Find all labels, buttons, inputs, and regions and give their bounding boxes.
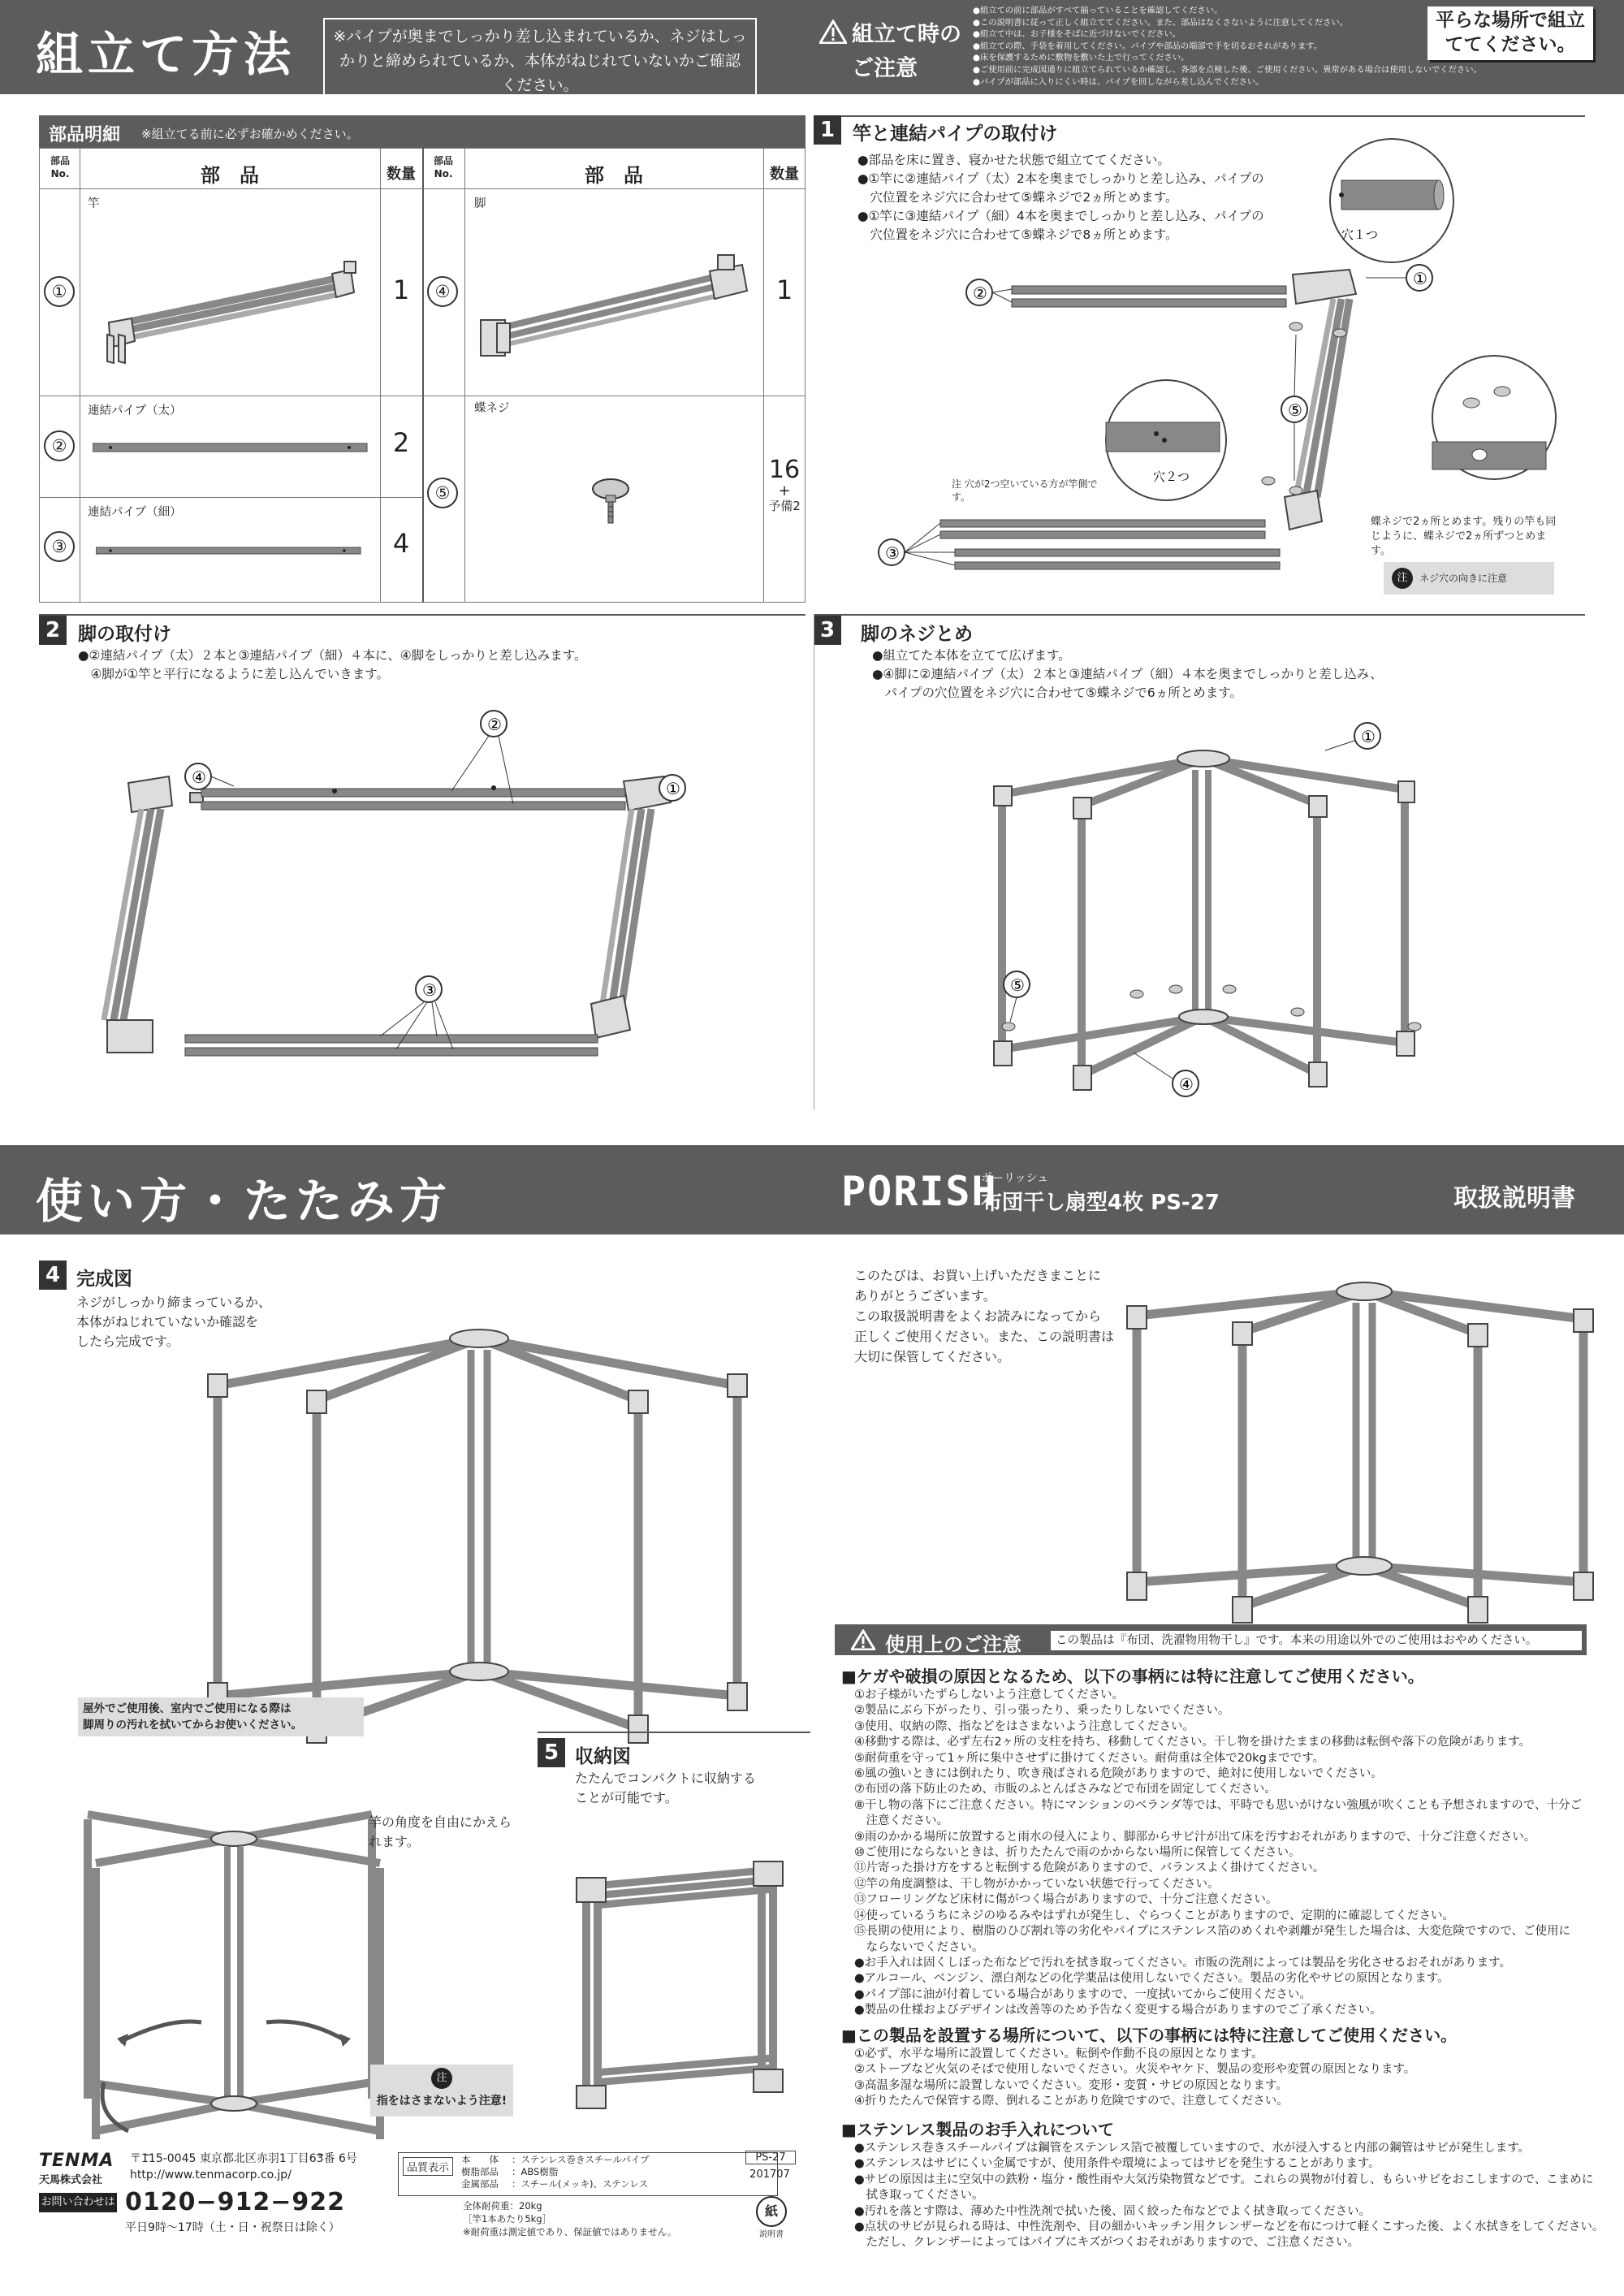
company-address: 〒115-0045 東京都北区赤羽1丁目63番 6号 — [130, 2152, 357, 2165]
part-qty-4: 1 — [775, 275, 793, 305]
step5 — [538, 1732, 812, 2138]
product-main-illustration — [1121, 1267, 1608, 1624]
part-qty-3: 4 — [392, 528, 410, 559]
label-1: ① — [1361, 727, 1376, 746]
warning-icon — [851, 1629, 875, 1650]
part-no-3: ③ — [44, 531, 75, 562]
caution-item: ●組立ての際、手袋を着用してください。パイプや部品の端部で手を切るおそれがあります。 — [973, 41, 1323, 51]
step2-line: ●②連結パイプ（太）２本と③連結パイプ（細）４本に、④脚をしっかりと差し込みます。 — [78, 648, 587, 663]
usage-list-1 — [854, 1688, 1585, 2019]
usage-item: ⑨雨のかかる場所に放置すると雨水の侵入により、脚部からサビ汁が出て床を汚すおそれがありますので、十分ご注意ください。 — [854, 1830, 1536, 1844]
outdoor-note-line: 脚周りの汚れを拭いてからお使いください。 — [83, 1719, 302, 1732]
flat-place-note: 平らな場所で組立ててください。 — [1427, 6, 1593, 60]
hole-one-label: 穴１つ — [1341, 227, 1379, 242]
usage-item: ⑫竿の角度調整は、干し物がかかっていない状態で行ってください。 — [854, 1877, 1220, 1891]
usage-item: ①お子様がいたずらしないよう注意してください。 — [854, 1688, 1124, 1701]
usage-item: ●点状のサビが見られる時は、中性洗剤や、目の細かいキッチン用クレンザーなどを布につけて軽くこすった後、よく水拭きをしてください。 — [854, 2220, 1605, 2234]
bottom-banner — [0, 1145, 1624, 1234]
step3-number: 3 — [814, 616, 841, 645]
thick-pipe-illustration — [93, 440, 369, 456]
part-qty-5-value: 16 — [768, 456, 801, 484]
step5-text — [575, 1769, 756, 1808]
step4-line: 本体がねじれていないか確認を — [76, 1314, 259, 1330]
step1 — [814, 115, 1585, 611]
quality-row: 本 体 ：ステンレス巻きスチールパイプ — [461, 2154, 650, 2165]
usage-h1: ■ケガや破損の原因となるため、以下の事柄には特に注意してご使用ください。 — [841, 1667, 1424, 1686]
step4-line: したら完成です。 — [76, 1334, 179, 1349]
caution-list — [973, 5, 1482, 88]
label-4: ④ — [192, 767, 206, 787]
quality-label: 品質表示 — [403, 2157, 453, 2176]
caution-item: ●床を保護するために敷物を敷いた上で行ってください。 — [973, 53, 1190, 63]
screw-note: 蝶ネジで2ヵ所とめます。残りの竿も同じように、蝶ネジで2ヵ所ずつとめます。 — [1371, 516, 1557, 557]
part-no-1: ① — [44, 276, 75, 307]
paper-recycle-mark: 紙 — [756, 2196, 787, 2227]
usage-header-subtitle: この製品は『布団、洗濯物用物干し』です。本来の用途以外でのご使用はおやめください。 — [1051, 1631, 1582, 1650]
usage-item: 拭き取ってください。 — [854, 2189, 984, 2203]
part-qty-5-spare: 予備2 — [768, 499, 801, 513]
paper-recycle-label: 説明書 — [759, 2230, 784, 2239]
usage-item: ●ステンレス巻きスチールパイプは鋼管をステンレス箔で被覆していますので、水が浸入すると内部の鋼管はサビが発生します。 — [854, 2142, 1531, 2155]
brand-logo: PORISH — [841, 1168, 998, 1215]
label-1: ① — [1413, 269, 1427, 288]
part-name-3: 連結パイプ（細） — [88, 506, 182, 519]
leg-illustration — [474, 253, 758, 359]
usage-list-2 — [854, 2047, 1585, 2110]
doc-title: 取扱説明書 — [1453, 1184, 1575, 1213]
step1-line: ●①竿に②連結パイプ（太）2本を奥までしっかりと差し込み、パイプの — [857, 171, 1264, 186]
usage-item: ならないでください。 — [854, 1940, 984, 1954]
step4-title: 完成図 — [76, 1269, 132, 1290]
step1-title: 竿と連結パイプの取付け — [853, 123, 1058, 145]
label-2: ② — [973, 283, 987, 303]
step3-line: パイプの穴位置をネジ穴に合わせて⑤蝶ネジで6ヵ所とめます。 — [872, 685, 1243, 700]
label-2: ② — [487, 715, 502, 734]
page-title: 組立て方法 — [36, 27, 296, 82]
company-name: 天馬株式会社 — [39, 2174, 103, 2186]
usage-item: 注意ください。 — [854, 1814, 948, 1828]
note-badge-icon: 注 — [1392, 568, 1413, 589]
parts-table-header — [39, 115, 806, 148]
caution-item: ●この説明書に従って正しく組立ててください。また、部品はなくさないように注意してください。 — [973, 17, 1349, 28]
part-qty-2: 2 — [392, 427, 410, 458]
outdoor-note-line: 屋外でご使用後、室内でご使用になる際は — [83, 1702, 292, 1715]
paper-recycle-icon — [755, 2196, 788, 2239]
usage-item: ⑭使っているうちにネジのゆるみやはずれが発生し、ぐらつくことがありますので、定期的に確認してください。 — [854, 1909, 1455, 1922]
label-5: ⑤ — [1288, 400, 1302, 420]
usage-item: ⑪片寄った掛け方をすると転倒する危険がありますので、バランスよく掛けてください。 — [854, 1861, 1325, 1875]
usage-item: ①必ず、水平な場所に設置してください。転倒や作動不良の原因となります。 — [854, 2047, 1263, 2060]
folded-rack-diagram — [562, 1853, 806, 2113]
usage-item: ③使用、収納の際、指などをはさまないよう注意してください。 — [854, 1719, 1194, 1733]
usage-item: ●汚れを落とす際は、薄めた中性洗剤で拭いた後、固く絞った布などでよく拭き取ってください。 — [854, 2204, 1371, 2218]
usage-h3: ■ステンレス製品のお手入れについて — [841, 2120, 1114, 2139]
parts-table — [39, 115, 806, 603]
step1-line: 穴位置をネジ穴に合わせて⑤蝶ネジで8ヵ所とめます。 — [857, 227, 1178, 242]
usage-item: ⑧干し物の落下にご注意ください。特にマンションのベランダ等では、平時でも思いがけない強風が吹くことも予想されますので、十分ご — [854, 1798, 1582, 1812]
step3-title: 脚のネジとめ — [861, 624, 973, 645]
model-number: PS-27 — [745, 2151, 796, 2164]
part-qty-1: 1 — [392, 275, 410, 305]
part-name-2: 連結パイプ（太） — [88, 404, 182, 417]
quality-rows — [461, 2154, 649, 2190]
parts-header-title: 部品明細 — [49, 125, 121, 145]
pole-illustration — [93, 245, 369, 367]
usage-header-title: 使用上のご注意 — [885, 1633, 1021, 1656]
company-logo-mark: TENMA — [39, 2151, 114, 2171]
intro-line: ありがとうございます。 — [854, 1288, 996, 1304]
part-no-4: ④ — [427, 276, 458, 307]
step2-line: ④脚が①竿と平行になるように差し込んでいきます。 — [78, 667, 390, 681]
step2-diagram — [39, 614, 806, 1101]
part-qty-5 — [763, 456, 806, 513]
step2-title: 脚の取付け — [78, 624, 171, 645]
screw-direction-text: ネジ穴の向きに注意 — [1419, 573, 1508, 584]
step1-line: ●①竿に③連結パイプ（細）4本を奥までしっかりと差し込み、パイプの — [857, 209, 1264, 223]
quality-row: 金属部品 ：スチール(メッキ)、ステンレス — [461, 2178, 649, 2190]
label-5: ⑤ — [1010, 975, 1025, 995]
usage-item: ●ステンレスはサビにくい金属ですが、使用条件や環境によってはサビを発生することがあります。 — [854, 2157, 1380, 2171]
load-capacity-sub: ［竿1本あたり5kg］ — [463, 2213, 552, 2225]
hole-two-label: 穴２つ — [1153, 469, 1190, 484]
col-part-header-2: 部 品 — [585, 164, 643, 187]
usage-item: ④移動する際は、必ず左右2ヶ所の支柱を持ち、移動してください。干し物を掛けたままの移動は転倒や落下の危険があります。 — [854, 1736, 1531, 1749]
usage-header — [835, 1624, 1587, 1655]
usage-item: ②ストーブなど火気のそばで使用しないでください。火災やヤケド、製品の変形や変質の原因となります。 — [854, 2063, 1416, 2077]
footer — [39, 2151, 810, 2256]
part-name-1: 竿 — [88, 197, 100, 210]
completed-rack-diagram — [185, 1322, 802, 1761]
col-part-header: 部 品 — [201, 164, 259, 187]
usage-item: ⑤耐荷重を守って1ヶ所に集中させずに掛けてください。耐荷重は全体で20kgまでです。 — [854, 1751, 1325, 1765]
screw-direction-note — [1384, 562, 1554, 595]
business-hours: 平日9時〜17時（土・日・祝祭日は除く） — [125, 2221, 340, 2234]
angle-adjust-diagram — [71, 1798, 388, 2155]
product-name: 布団干し扇型4枚 PS-27 — [981, 1191, 1220, 1215]
thin-pipe-illustration — [96, 544, 364, 557]
phone-number: 0120−912−922 — [125, 2188, 346, 2216]
step5-line: ことが可能です。 — [575, 1790, 678, 1805]
usage-item: ●アルコール、ベンジン、漂白剤などの化学薬品は使用しないでください。製品の劣化やサビの原因となります。 — [854, 1972, 1449, 1986]
usage-title: 使い方・たたみ方 — [36, 1174, 452, 1229]
step1-number: 1 — [814, 115, 841, 145]
usage-item: ④折りたたんで保管する際、倒れることがあり危険ですので、注意してください。 — [854, 2095, 1289, 2108]
step4-line: ネジがしっかり締まっているか、 — [76, 1295, 272, 1310]
intro-line: このたびは、お買い上げいただきまことに — [854, 1268, 1102, 1283]
step3-line: ●④脚に②連結パイプ（太）２本と③連結パイプ（細）４本を奥までしっかりと差し込み、 — [872, 667, 1383, 681]
caution-title-2: ご注意 — [852, 56, 918, 81]
usage-item: ⑩ご使用にならないときは、折りたたんで雨のかからない場所に保管してください。 — [854, 1846, 1301, 1860]
load-note: ※耐荷重は測定値であり、保証値ではありません。 — [463, 2226, 677, 2238]
print-date: 201707 — [749, 2168, 790, 2181]
step1-line: 穴位置をネジ穴に合わせて⑤蝶ネジで2ヵ所とめます。 — [857, 190, 1178, 205]
caution-item: ●組立て中は、お子様をそばに近づけないでください。 — [973, 29, 1181, 40]
finger-note-badge-icon: 注 — [431, 2068, 452, 2089]
outdoor-note — [78, 1697, 364, 1736]
col-qty-header: 数量 — [387, 166, 416, 183]
brand-ruby: ポーリッシュ — [981, 1172, 1049, 1185]
usage-item: ③高温多湿な場所に設置しないでください。変形・変質・サビの原因となります。 — [854, 2078, 1288, 2092]
step2-number: 2 — [39, 616, 67, 645]
step3 — [814, 614, 1585, 1109]
hole-note: 注 穴が2つ空いている方が竿側です。 — [952, 478, 1098, 503]
usage-item: ただし、クレンザーによってはパイプにキズがつくおそれがありますので、ご注意ください。 — [854, 2236, 1360, 2250]
caution-item: ●組立ての前に部品がすべて揃っていることを確認してください。 — [973, 6, 1223, 15]
quality-row: 樹脂部品 ：ABS樹脂 — [461, 2166, 559, 2177]
label-3: ③ — [422, 980, 437, 1000]
col-no-header: 部品No. — [50, 155, 70, 179]
intro-line: この取扱説明書をよくお読みになってから — [854, 1308, 1102, 1324]
caution-item: ●パイプが部品に入りにくい時は、パイプを回しながら差し込んでください。 — [973, 76, 1264, 87]
step5-title: 収納図 — [575, 1746, 631, 1767]
part-no-2: ② — [44, 430, 75, 461]
intro-line: 大切に保管してください。 — [854, 1349, 1011, 1364]
intro-line: 正しくご使用ください。また、この説明書は — [854, 1329, 1115, 1344]
step4-number: 4 — [39, 1260, 67, 1290]
angle-note — [369, 1813, 512, 1852]
contact-label: お問い合わせは — [39, 2193, 117, 2212]
top-banner — [0, 0, 1624, 94]
caution-item: ●ご使用前に完成図通りに組立てられているか確認し、各部を点検した後、ご使用ください。異常がある場合は使用しないでください。 — [973, 64, 1482, 75]
col-qty-header-2: 数量 — [770, 166, 799, 183]
assembly-note: ※パイプが奥までしっかり差し込まれているか、ネジはしっかりと締められているか、本体がねじれていないかご確認ください。 — [323, 18, 757, 104]
usage-item: ②製品にぶら下がったり、引っ張ったり、乗ったりしないでください。 — [854, 1704, 1230, 1718]
angle-note-line: 竿の角度を自由にかえら — [369, 1814, 512, 1830]
usage-item: ●サビの原因は主に空気中の鉄粉・塩分・酸性雨や大気汚染物質などです。これらの異物が付着し、もらいサビをおこしますので、こまめに — [854, 2173, 1594, 2186]
company-url[interactable]: http://www.tenmacorp.co.jp/ — [130, 2168, 292, 2181]
finger-note-text: 指をはさまないよう注意! — [376, 2095, 508, 2108]
step5-line: たたんでコンパクトに収納する — [575, 1771, 756, 1786]
warning-icon — [819, 19, 847, 44]
step5-number: 5 — [538, 1738, 565, 1767]
finger-note — [370, 2065, 513, 2117]
part-no-5: ⑤ — [427, 478, 458, 508]
angle-note-line: れます。 — [369, 1834, 420, 1849]
part-qty-5-plus: + — [778, 482, 791, 499]
usage-item: ⑬フローリングなど床材に傷がつく場合がありますので、十分ご注意ください。 — [854, 1893, 1278, 1907]
usage-item: ⑦布団の落下防止のため、市販のふとんばさみなどで布団を固定してください。 — [854, 1783, 1276, 1797]
company-logo — [39, 2151, 136, 2186]
label-3: ③ — [885, 543, 900, 563]
usage-item: ⑥風の強いときには倒れたり、吹き飛ばされる危険がありますので、絶対に使用しないでください。 — [854, 1767, 1383, 1781]
usage-list-3 — [854, 2141, 1605, 2251]
label-1: ① — [666, 779, 680, 798]
step1-line: ●部品を床に置き、寝かせた状態で組立ててください。 — [857, 153, 1170, 167]
intro-text — [854, 1265, 1114, 1367]
part-name-5: 蝶ネジ — [474, 402, 510, 415]
label-4: ④ — [1179, 1074, 1194, 1094]
col-no-header-2: 部品No. — [433, 155, 453, 179]
usage-item: ●お手入れは固くしぼった布などで汚れを拭き取ってください。市販の洗剤によっては製品を劣化させるおそれがあります。 — [854, 1956, 1511, 1970]
parts-header-note: ※組立てる前に必ずお確かめください。 — [141, 127, 359, 141]
caution-title-1: 組立て時の — [852, 22, 961, 47]
step3-line: ●組立てた本体を立てて広げます。 — [872, 648, 1071, 663]
usage-item: ●パイプ部に油が付着している場合がありますので、一度拭いてからご使用ください。 — [854, 1987, 1311, 2001]
usage-h2: ■この製品を設置する場所について、以下の事柄には特に注意してご使用ください。 — [841, 2026, 1458, 2045]
usage-item: ●製品の仕様およびデザインは改善等のため予告なく変更する場合がありますのでご了承ください。 — [854, 2004, 1382, 2017]
part-name-4: 脚 — [474, 197, 486, 210]
step2 — [39, 614, 806, 1109]
step3-diagram — [814, 614, 1585, 1109]
wing-screw-icon — [588, 473, 637, 530]
load-capacity: 全体耐荷重：20kg — [463, 2200, 542, 2212]
usage-item: ⑮長期の使用により、樹脂のひび割れ等の劣化やパイプにステンレス箔のめくれや剥離が発生した場合は、大変危険ですので、ご使用に — [854, 1925, 1570, 1939]
